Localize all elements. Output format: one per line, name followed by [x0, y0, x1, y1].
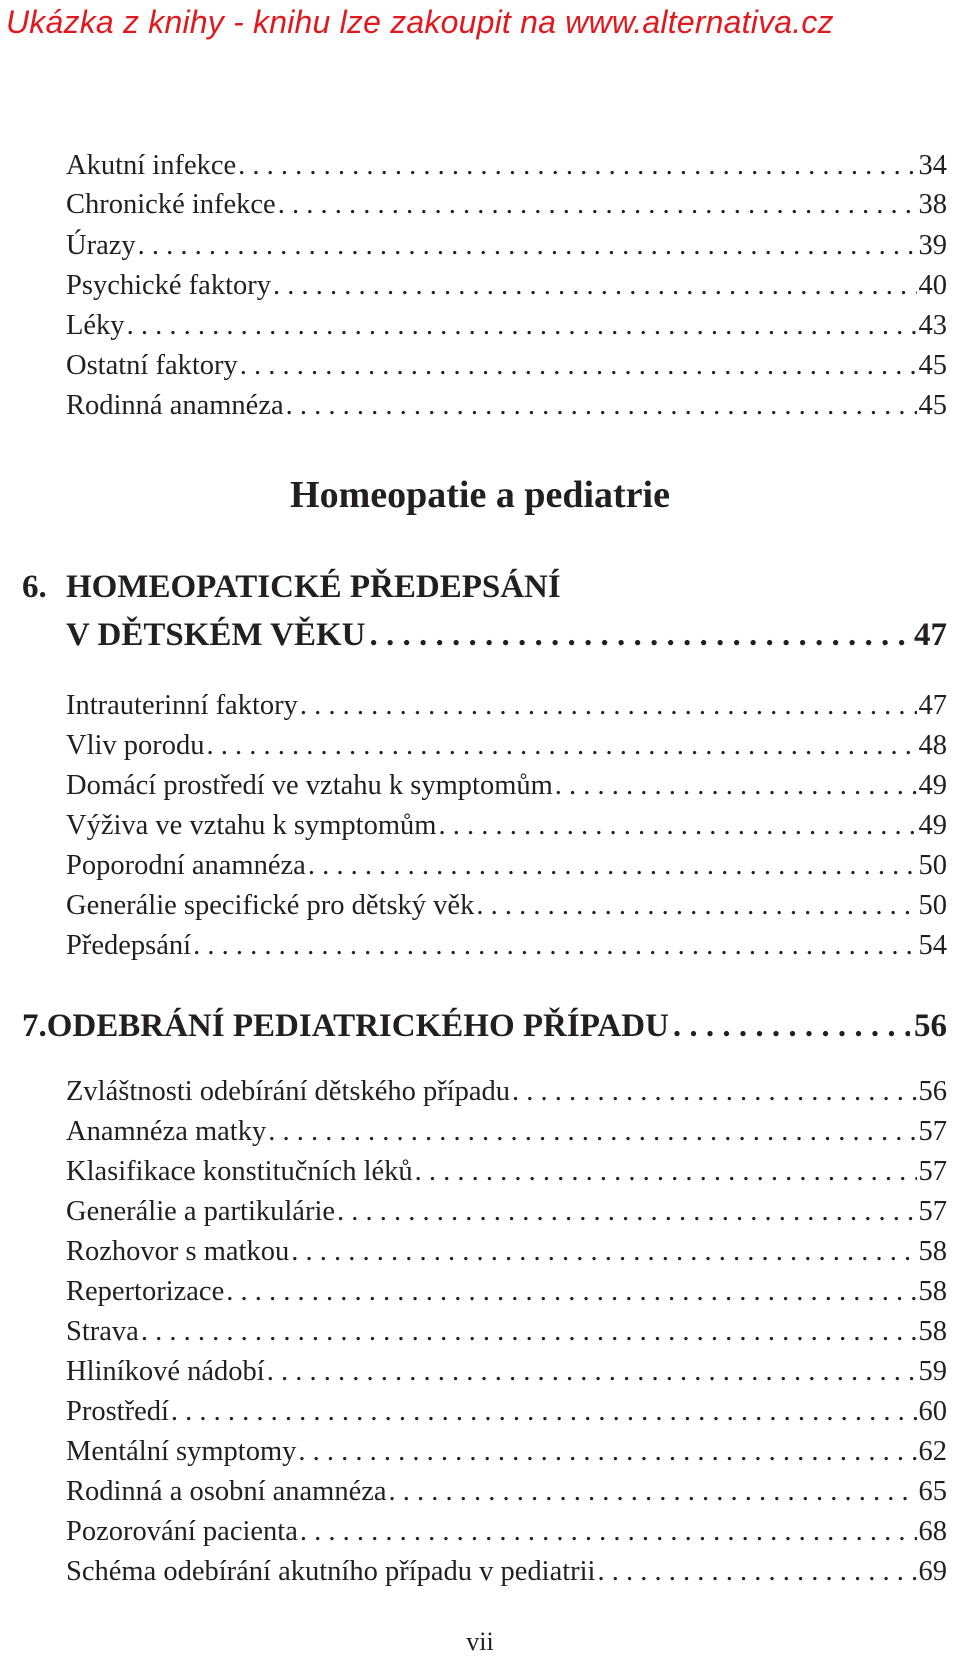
toc-entry: [66, 346, 947, 386]
dot-leader: [597, 1552, 916, 1592]
dot-leader: [171, 1392, 917, 1432]
toc-entry: [66, 1272, 947, 1312]
toc-entry-page: 58: [918, 1276, 947, 1307]
toc-entry-page: 48: [918, 730, 947, 761]
toc-entry: [66, 1432, 947, 1472]
chapter-7-line: [22, 1002, 947, 1050]
dot-leader: [370, 611, 910, 659]
chapter-title: HOMEOPATICKÉ PŘEDEPSÁNÍ: [66, 569, 561, 605]
watermark-link[interactable]: Ukázka z knihy - knihu lze zakoupit na www.alternativa.cz: [6, 4, 834, 40]
chapter-page: 56: [914, 1008, 947, 1044]
dot-leader: [207, 726, 917, 766]
toc-entry: [66, 1352, 947, 1392]
dot-leader: [238, 146, 916, 186]
dot-leader: [300, 686, 917, 726]
toc-entry-page: 45: [918, 350, 947, 381]
toc-entry-title: Pozorování pacienta: [66, 1516, 298, 1547]
toc-entry: [66, 1552, 947, 1592]
dot-leader: [286, 386, 917, 426]
toc-entry: [66, 886, 947, 926]
toc-entry: [66, 1472, 947, 1512]
toc-entry-page: 54: [918, 930, 947, 961]
dot-leader: [291, 1232, 916, 1272]
toc-entry-page: 50: [918, 850, 947, 881]
toc-entry-title: Rozhovor s matkou: [66, 1236, 290, 1267]
toc-entry: [66, 1232, 947, 1272]
chapter-title: ODEBRÁNÍ PEDIATRICKÉHO PŘÍPADU: [46, 1008, 669, 1044]
dot-leader: [267, 1352, 917, 1392]
toc-entry-title: Generálie a partikulárie: [66, 1196, 336, 1227]
toc-entry-page: 47: [918, 690, 947, 721]
toc-entry: [66, 1152, 947, 1192]
toc-entry-title: Předepsání: [66, 930, 192, 961]
chapter-number: 7.: [22, 1008, 47, 1044]
toc-entry-title: Léky: [66, 310, 125, 341]
dot-leader: [308, 846, 917, 886]
toc-entry-page: 58: [918, 1316, 947, 1347]
toc-entry-page: 57: [918, 1196, 947, 1227]
toc-entry: [66, 386, 947, 426]
toc-entry-title: Hliníkové nádobí: [66, 1356, 265, 1387]
toc-entry-title: Mentální symptomy: [66, 1436, 297, 1467]
toc-entry-title: Rodinná a osobní anamnéza: [66, 1476, 387, 1507]
toc-entry-title: Psychické faktory: [66, 270, 271, 301]
dot-leader: [226, 1272, 916, 1312]
dot-leader: [141, 1312, 917, 1352]
toc-entry-page: 58: [918, 1236, 947, 1267]
dot-leader: [555, 766, 917, 806]
dot-leader: [673, 1002, 910, 1050]
toc-entry-page: 50: [918, 890, 947, 921]
toc-entry-title: Zvláštnosti odebírání dětského případu: [66, 1076, 511, 1107]
toc-entry: [66, 146, 947, 186]
chapter-title-cont: V DĚTSKÉM VĚKU: [66, 617, 366, 653]
toc-entry-page: 45: [918, 390, 947, 421]
toc-entry: [66, 806, 947, 846]
toc-entry-page: 69: [918, 1556, 947, 1587]
toc-entry-title: Repertorizace: [66, 1276, 225, 1307]
toc-entry: [66, 1072, 947, 1112]
toc-entry-title: Prostředí: [66, 1396, 169, 1427]
dot-leader: [240, 346, 917, 386]
dot-leader: [193, 926, 916, 966]
dot-leader: [268, 1112, 916, 1152]
toc-entry-title: Intrauterinní faktory: [66, 690, 298, 721]
toc-entry-title: Úrazy: [66, 230, 136, 261]
dot-leader: [300, 1512, 917, 1552]
toc-entry: [66, 306, 947, 346]
dot-leader: [138, 226, 917, 266]
toc-entry-page: 40: [918, 270, 947, 301]
chapter-7-heading: [22, 1002, 947, 1050]
toc-entry-page: 62: [918, 1436, 947, 1467]
toc-entry-page: 57: [918, 1116, 947, 1147]
dot-leader: [389, 1472, 917, 1512]
toc-entry-title: Anamnéza matky: [66, 1116, 267, 1147]
toc-entry-title: Domácí prostředí ve vztahu k symptomům: [66, 770, 553, 801]
toc-entry-title: Rodinná anamnéza: [66, 390, 284, 421]
toc-entry: [66, 686, 947, 726]
toc-entry-title: Strava: [66, 1316, 139, 1347]
dot-leader: [438, 806, 916, 846]
toc-entry-title: Akutní infekce: [66, 150, 237, 181]
toc-entry-title: Vliv porodu: [66, 730, 205, 761]
chapter-number: 6.: [22, 569, 47, 605]
toc-entry-page: 59: [918, 1356, 947, 1387]
toc-entry-page: 39: [918, 230, 947, 261]
toc-entry: [66, 266, 947, 306]
toc-entry: [66, 1512, 947, 1552]
dot-leader: [298, 1432, 916, 1472]
toc-entry: [66, 926, 947, 966]
toc-entry-page: 57: [918, 1156, 947, 1187]
dot-leader: [476, 886, 916, 926]
toc-entry: [66, 846, 947, 886]
page-number: vii: [466, 1627, 494, 1656]
toc-entry-page: 43: [918, 310, 947, 341]
toc-entry-page: 49: [918, 770, 947, 801]
toc-entry-title: Schéma odebírání akutního případu v pediatrii: [66, 1556, 596, 1587]
toc-entry-page: 49: [918, 810, 947, 841]
chapter-6-heading: [22, 563, 947, 659]
section-heading: Homeopatie a pediatrie: [290, 474, 670, 516]
toc-entry-title: Chronické infekce: [66, 189, 276, 220]
chapter-6-line2: [22, 611, 947, 659]
chapter-page: 47: [914, 617, 947, 653]
dot-leader: [337, 1192, 916, 1232]
dot-leader: [512, 1072, 916, 1112]
toc-entry-title: Generálie specifické pro dětský věk: [66, 890, 475, 921]
toc-entry: [66, 1192, 947, 1232]
toc-entry: [66, 185, 947, 225]
toc-entry-title: Ostatní faktory: [66, 350, 238, 381]
toc-entry-page: 65: [918, 1476, 947, 1507]
dot-leader: [273, 266, 917, 306]
toc-entry: [66, 726, 947, 766]
toc-entry-page: 34: [918, 150, 947, 181]
toc-entry-page: 68: [918, 1516, 947, 1547]
dot-leader: [278, 185, 917, 225]
toc-entry: [66, 1112, 947, 1152]
toc-entry-title: Klasifikace konstitučních léků: [66, 1156, 413, 1187]
toc-entry-title: Poporodní anamnéza: [66, 850, 306, 881]
dot-leader: [415, 1152, 917, 1192]
toc-entry: [66, 1392, 947, 1432]
toc-entry-page: 60: [918, 1396, 947, 1427]
toc-entry: [66, 226, 947, 266]
dot-leader: [127, 306, 917, 346]
chapter-6-line1: [22, 563, 947, 611]
toc-entry-title: Výživa ve vztahu k symptomům: [66, 810, 437, 841]
toc-entry: [66, 766, 947, 806]
toc-entry-page: 38: [918, 189, 947, 220]
toc-entry-page: 56: [918, 1076, 947, 1107]
toc-entry: [66, 1312, 947, 1352]
